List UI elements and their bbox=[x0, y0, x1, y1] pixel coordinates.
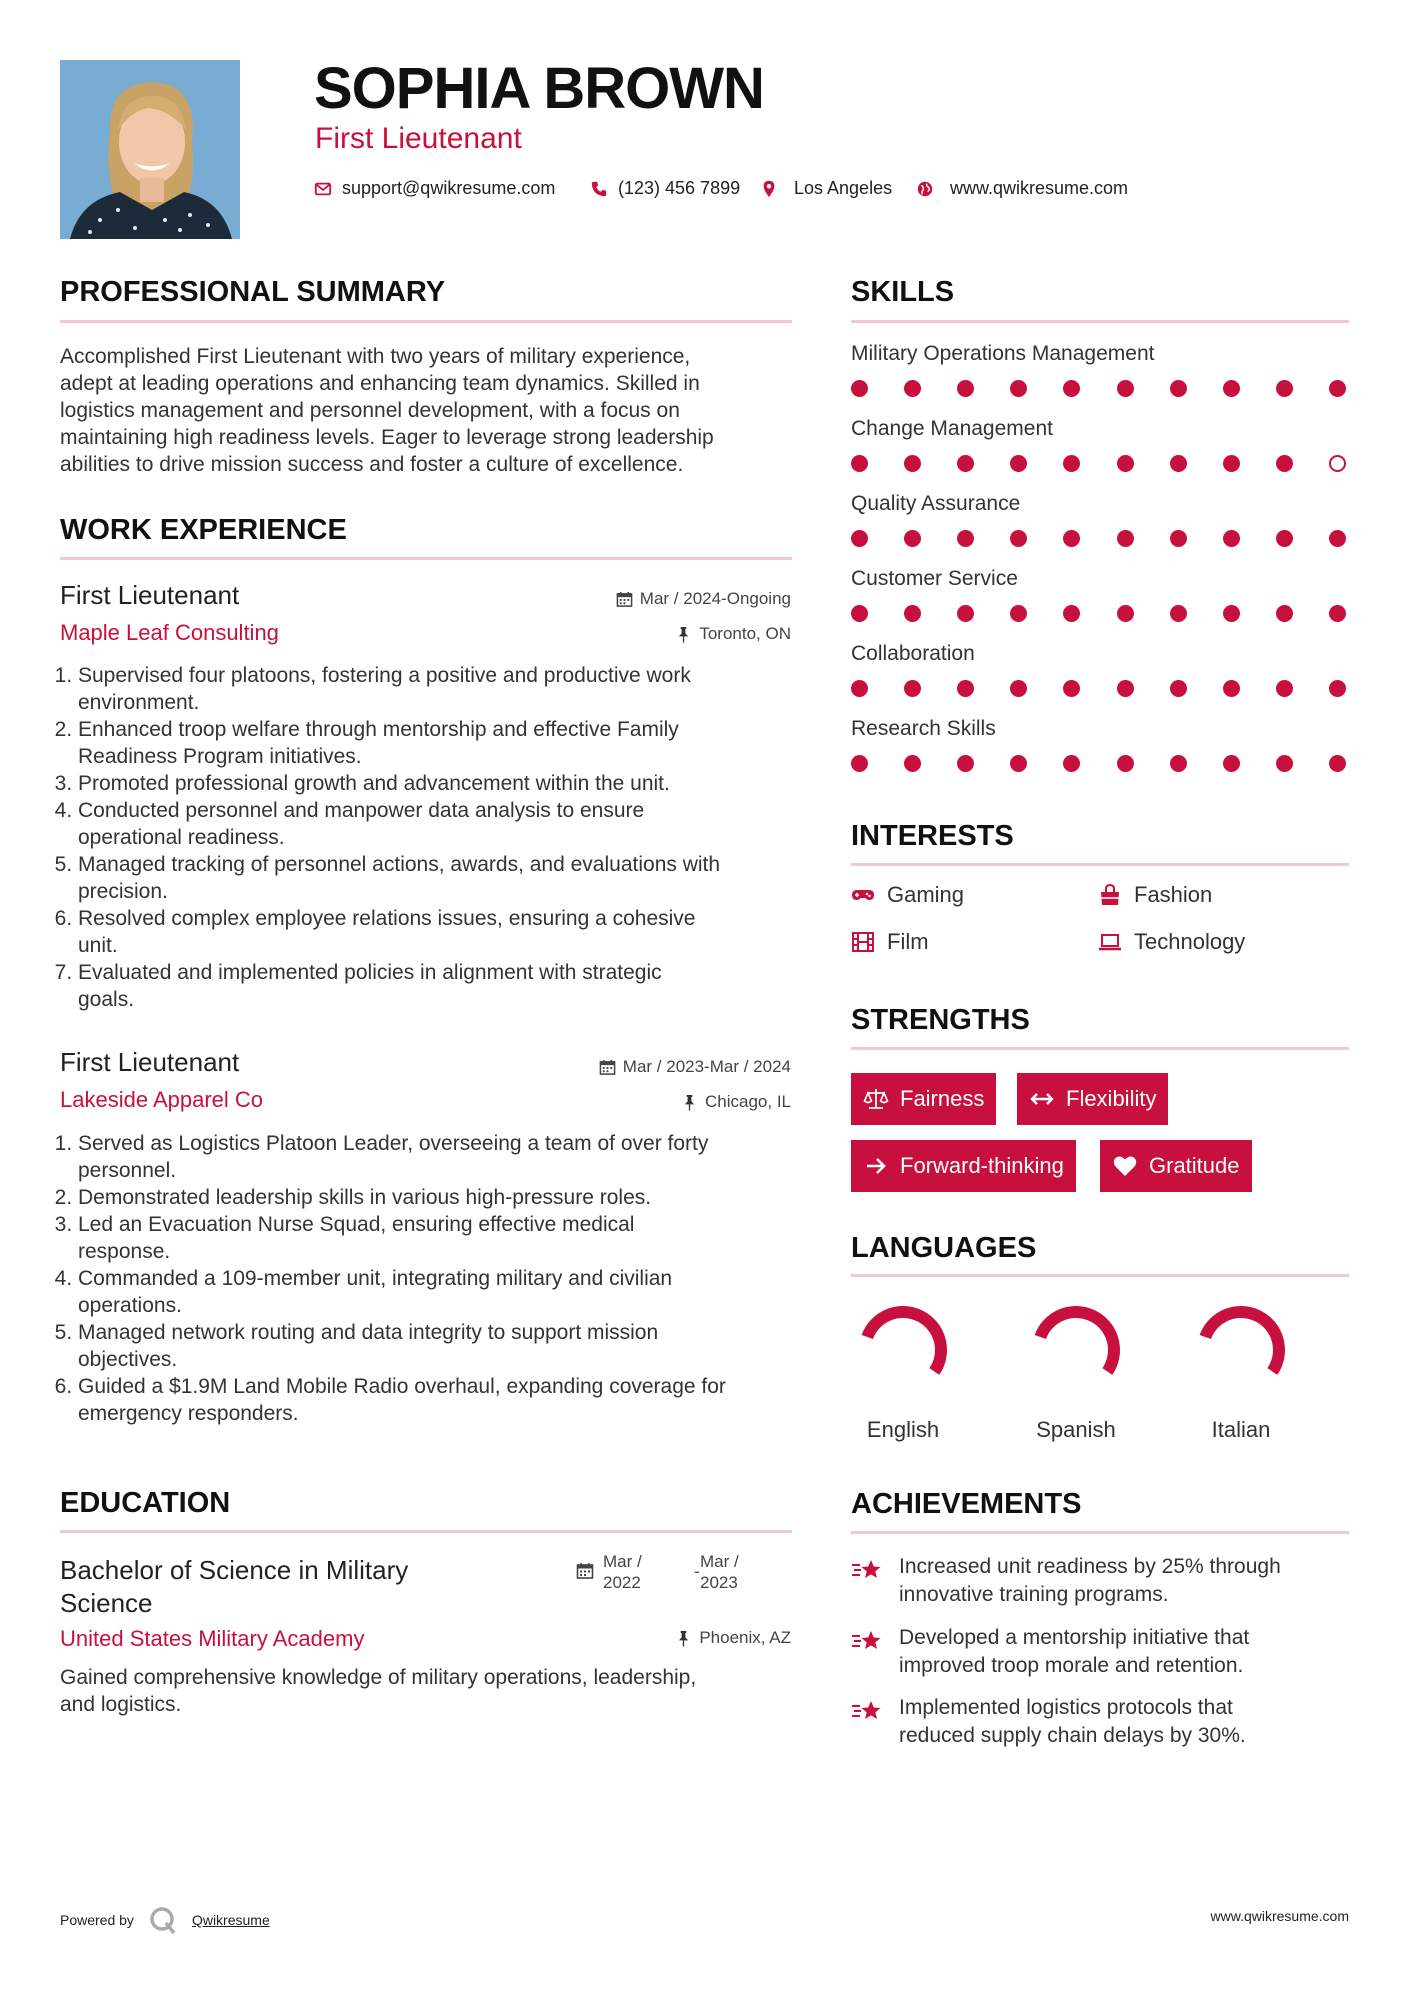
rating-dot-filled bbox=[1063, 680, 1080, 697]
language-italian: Italian bbox=[1171, 1300, 1311, 1443]
job-2-duties bbox=[60, 1130, 800, 1427]
strength-forward-thinking: Forward-thinking bbox=[851, 1140, 1076, 1192]
rating-dot-filled bbox=[1117, 455, 1134, 472]
rating-dot-filled bbox=[851, 380, 868, 397]
language-spanish: Spanish bbox=[1006, 1300, 1146, 1443]
rating-dot-filled bbox=[1010, 455, 1027, 472]
rating-dot-filled bbox=[1063, 455, 1080, 472]
list-item: 2. Demonstrated leadership skills in various high-pressure roles. bbox=[78, 1184, 800, 1211]
globe-icon bbox=[916, 180, 934, 198]
rating-dot-filled bbox=[1329, 530, 1346, 547]
strengths-divider bbox=[851, 1047, 1349, 1050]
rating-dot-filled bbox=[1010, 530, 1027, 547]
achievement-item-1: Increased unit readiness by 25% through innovative training programs. bbox=[851, 1553, 1281, 1609]
list-item: 4. Commanded a 109-member unit, integrating military and civilian operations. bbox=[78, 1265, 800, 1319]
skill-name: Quality Assurance bbox=[851, 492, 1021, 515]
skill-name: Military Operations Management bbox=[851, 342, 1155, 365]
scale-icon bbox=[863, 1086, 889, 1112]
rating-dot-filled bbox=[1170, 680, 1187, 697]
strength-gratitude: Gratitude bbox=[1100, 1140, 1252, 1192]
language-italian-ring bbox=[1171, 1300, 1311, 1400]
rating-dot-filled bbox=[1010, 605, 1027, 622]
list-item: 6. Resolved complex employee relations issues, ensuring a cohesive unit. bbox=[78, 905, 800, 959]
film-icon bbox=[851, 930, 875, 954]
rating-dot-filled bbox=[1010, 755, 1027, 772]
interest-gaming: Gaming bbox=[851, 882, 964, 908]
location-text: Los Angeles bbox=[794, 178, 893, 198]
rating-dot-filled bbox=[957, 605, 974, 622]
interests-heading: INTERESTS bbox=[851, 820, 1014, 852]
skills-list bbox=[851, 342, 1351, 792]
heart-icon bbox=[1112, 1153, 1138, 1179]
rating-dot-filled bbox=[904, 605, 921, 622]
pushpin-icon bbox=[675, 1630, 692, 1647]
footer-powered-by: Powered by Qwikresume bbox=[60, 1905, 270, 1935]
job-1-company: Maple Leaf Consulting bbox=[60, 620, 279, 645]
phone-icon bbox=[590, 180, 608, 198]
list-item: 2. Enhanced troop welfare through mentorship and effective Family Readiness Program initiatives. bbox=[78, 716, 800, 770]
interest-film: Film bbox=[851, 929, 929, 955]
calendar-icon bbox=[576, 1562, 594, 1585]
job-1-location: Toronto, ON bbox=[675, 624, 791, 644]
education-description: Gained comprehensive knowledge of military operations, leadership, and logistics. bbox=[60, 1666, 697, 1716]
job-2-location: Chicago, IL bbox=[681, 1092, 791, 1112]
achievement-item-3: Implemented logistics protocols that reduced supply chain delays by 30%. bbox=[851, 1694, 1246, 1750]
candidate-name: SOPHIA BROWN bbox=[314, 56, 764, 121]
job-1-title: First Lieutenant bbox=[60, 580, 240, 610]
pushpin-icon bbox=[681, 1094, 698, 1111]
calendar-icon bbox=[616, 591, 633, 608]
education-heading: EDUCATION bbox=[60, 1487, 231, 1519]
skill-rating bbox=[851, 755, 1346, 772]
skill-name: Collaboration bbox=[851, 642, 975, 665]
rating-dot-filled bbox=[1276, 380, 1293, 397]
rating-dot-filled bbox=[904, 455, 921, 472]
rating-dot-filled bbox=[1223, 605, 1240, 622]
language-english: English bbox=[833, 1300, 973, 1443]
rating-dot-filled bbox=[1276, 680, 1293, 697]
list-item: 3. Led an Evacuation Nurse Squad, ensuring effective medical response. bbox=[78, 1211, 800, 1265]
languages-heading: LANGUAGES bbox=[851, 1232, 1037, 1264]
rating-dot-filled bbox=[1117, 530, 1134, 547]
job-1-dates: Mar / 2024-Ongoing bbox=[616, 589, 791, 609]
skill-rating bbox=[851, 605, 1346, 622]
list-item: 1. Served as Logistics Platoon Leader, overseeing a team of over forty personnel. bbox=[78, 1130, 800, 1184]
footer-website[interactable]: www.qwikresume.com bbox=[1210, 1908, 1349, 1924]
education-date-dash: - bbox=[694, 1562, 700, 1581]
phone-text: (123) 456 7899 bbox=[618, 178, 741, 198]
job-2-title: First Lieutenant bbox=[60, 1047, 240, 1077]
rating-dot-filled bbox=[1223, 455, 1240, 472]
rating-dot-filled bbox=[851, 755, 868, 772]
skill-rating bbox=[851, 455, 1346, 472]
contact-email[interactable] bbox=[314, 178, 555, 199]
strength-flexibility: Flexibility bbox=[1017, 1073, 1168, 1125]
rating-dot-filled bbox=[1117, 755, 1134, 772]
rating-dot-filled bbox=[904, 755, 921, 772]
skills-heading: SKILLS bbox=[851, 276, 955, 308]
interest-fashion: Fashion bbox=[1098, 882, 1212, 908]
interest-technology: Technology bbox=[1098, 929, 1245, 955]
rating-dot-filled bbox=[851, 530, 868, 547]
education-location: Phoenix, AZ bbox=[675, 1628, 791, 1648]
strengths-heading: STRENGTHS bbox=[851, 1004, 1030, 1036]
achievements-heading: ACHIEVEMENTS bbox=[851, 1488, 1082, 1520]
rating-dot-filled bbox=[1063, 380, 1080, 397]
skill-item bbox=[851, 567, 1351, 642]
skill-item bbox=[851, 417, 1351, 492]
rating-dot-filled bbox=[1329, 680, 1346, 697]
rating-dot-filled bbox=[1223, 380, 1240, 397]
rating-dot-filled bbox=[1170, 455, 1187, 472]
list-item: 7. Evaluated and implemented policies in alignment with strategic goals. bbox=[78, 959, 800, 1013]
skills-divider bbox=[851, 320, 1349, 323]
pushpin-icon bbox=[675, 626, 692, 643]
rating-dot-filled bbox=[904, 380, 921, 397]
skill-name: Customer Service bbox=[851, 567, 1018, 590]
rating-dot-filled bbox=[1170, 755, 1187, 772]
qwikresume-link[interactable]: Qwikresume bbox=[191, 1912, 270, 1928]
strength-fairness: Fairness bbox=[851, 1073, 996, 1125]
rating-dot-filled bbox=[1276, 605, 1293, 622]
rating-dot-filled bbox=[1329, 380, 1346, 397]
skill-item bbox=[851, 717, 1351, 792]
shooting-star-icon bbox=[851, 1697, 883, 1725]
rating-dot-filled bbox=[1223, 530, 1240, 547]
skill-rating bbox=[851, 530, 1346, 547]
rating-dot-filled bbox=[1329, 605, 1346, 622]
rating-dot-filled bbox=[1170, 380, 1187, 397]
rating-dot-filled bbox=[1010, 680, 1027, 697]
rating-dot-filled bbox=[1276, 755, 1293, 772]
list-item: 3. Promoted professional growth and advancement within the unit. bbox=[78, 770, 800, 797]
skill-name: Change Management bbox=[851, 417, 1053, 440]
list-item: 6. Guided a $1.9M Land Mobile Radio overhaul, expanding coverage for emergency responders. bbox=[78, 1373, 800, 1427]
list-item: 5. Managed tracking of personnel actions, awards, and evaluations with precision. bbox=[78, 851, 800, 905]
rating-dot-filled bbox=[1223, 755, 1240, 772]
education-degree: Bachelor of Science in Military Science bbox=[60, 1555, 409, 1618]
email-text: support@qwikresume.com bbox=[342, 178, 556, 198]
skill-name: Research Skills bbox=[851, 717, 996, 740]
rating-dot-filled bbox=[851, 680, 868, 697]
rating-dot-filled bbox=[1063, 755, 1080, 772]
language-english-ring bbox=[833, 1300, 973, 1400]
skill-item bbox=[851, 642, 1351, 717]
rating-dot-filled bbox=[957, 680, 974, 697]
experience-divider bbox=[60, 557, 792, 560]
experience-heading: WORK EXPERIENCE bbox=[60, 514, 347, 546]
job-2-company: Lakeside Apparel Co bbox=[60, 1087, 264, 1112]
rating-dot-filled bbox=[851, 605, 868, 622]
shopping-bag-icon bbox=[1098, 883, 1122, 907]
education-start-date: Mar / 2022 bbox=[603, 1552, 642, 1592]
achievements-divider bbox=[851, 1531, 1349, 1534]
rating-dot-filled bbox=[957, 530, 974, 547]
skill-rating bbox=[851, 380, 1346, 397]
rating-dot-filled bbox=[1063, 605, 1080, 622]
rating-dot-filled bbox=[957, 755, 974, 772]
language-spanish-ring bbox=[1006, 1300, 1146, 1400]
rating-dot-filled bbox=[1063, 530, 1080, 547]
arrows-horizontal-icon bbox=[1029, 1086, 1055, 1112]
list-item: 5. Managed network routing and data integrity to support mission objectives. bbox=[78, 1319, 800, 1373]
rating-dot-filled bbox=[1117, 605, 1134, 622]
skill-item bbox=[851, 492, 1351, 567]
list-item: 4. Conducted personnel and manpower data analysis to ensure operational readiness. bbox=[78, 797, 800, 851]
education-school: United States Military Academy bbox=[60, 1626, 365, 1651]
summary-divider bbox=[60, 320, 792, 323]
contact-location bbox=[760, 178, 892, 199]
rating-dot-empty bbox=[1329, 455, 1346, 472]
achievement-item-2: Developed a mentorship initiative that improved troop morale and retention. bbox=[851, 1624, 1249, 1680]
rating-dot-filled bbox=[957, 455, 974, 472]
job-1-duties bbox=[60, 662, 800, 1013]
rating-dot-filled bbox=[1117, 380, 1134, 397]
interests-divider bbox=[851, 863, 1349, 866]
education-divider bbox=[60, 1530, 792, 1533]
rating-dot-filled bbox=[1170, 530, 1187, 547]
gamepad-icon bbox=[851, 883, 875, 907]
rating-dot-filled bbox=[1276, 455, 1293, 472]
rating-dot-filled bbox=[1010, 380, 1027, 397]
education-end-date: Mar / 2023 bbox=[700, 1552, 739, 1592]
rating-dot-filled bbox=[904, 680, 921, 697]
laptop-icon bbox=[1098, 930, 1122, 954]
candidate-title: First Lieutenant bbox=[315, 122, 522, 155]
rating-dot-filled bbox=[1223, 680, 1240, 697]
rating-dot-filled bbox=[1276, 530, 1293, 547]
rating-dot-filled bbox=[904, 530, 921, 547]
rating-dot-filled bbox=[1170, 605, 1187, 622]
shooting-star-icon bbox=[851, 1556, 883, 1584]
summary-text: Accomplished First Lieutenant with two years of military experience, adept at leading operations and enhancing team dynamics. Skilled in logistics management and personnel development, with a focus on maintaining high readiness levels. Eager to leverage strong leadership abilities to drive mission success and foster a culture of excellence. bbox=[60, 345, 714, 476]
envelope-icon bbox=[314, 180, 332, 198]
calendar-icon bbox=[599, 1059, 616, 1076]
languages-divider bbox=[851, 1274, 1349, 1277]
shooting-star-icon bbox=[851, 1627, 883, 1655]
contact-website[interactable] bbox=[916, 178, 1128, 199]
skill-rating bbox=[851, 680, 1346, 697]
rating-dot-filled bbox=[957, 380, 974, 397]
skill-item bbox=[851, 342, 1351, 417]
rating-dot-filled bbox=[1117, 680, 1134, 697]
summary-heading: PROFESSIONAL SUMMARY bbox=[60, 276, 446, 308]
rating-dot-filled bbox=[1329, 755, 1346, 772]
qwikresume-logo-icon bbox=[148, 1905, 178, 1935]
job-2-dates: Mar / 2023-Mar / 2024 bbox=[599, 1057, 791, 1077]
profile-photo bbox=[60, 60, 240, 239]
list-item: 1. Supervised four platoons, fostering a positive and productive work environment. bbox=[78, 662, 800, 716]
contact-phone[interactable] bbox=[590, 178, 740, 199]
arrow-right-icon bbox=[863, 1153, 889, 1179]
rating-dot-filled bbox=[851, 455, 868, 472]
website-text: www.qwikresume.com bbox=[950, 178, 1129, 198]
map-marker-icon bbox=[760, 180, 778, 198]
